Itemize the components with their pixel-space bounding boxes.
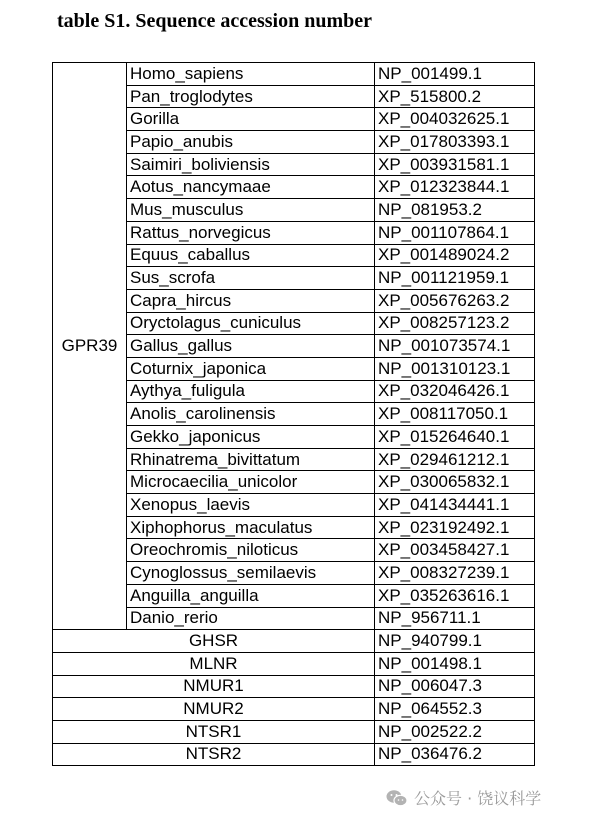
accession-cell: XP_015264640.1: [375, 426, 535, 449]
receptor-name-cell: NMUR1: [53, 675, 375, 698]
wechat-icon: [386, 789, 408, 807]
accession-cell: NP_036476.2: [375, 743, 535, 766]
accession-cell: NP_001121959.1: [375, 267, 535, 290]
accession-cell: NP_006047.3: [375, 675, 535, 698]
species-cell: Rattus_norvegicus: [127, 221, 375, 244]
table-row: [53, 698, 535, 721]
accession-cell: XP_004032625.1: [375, 108, 535, 131]
species-cell: Gallus_gallus: [127, 335, 375, 358]
accession-cell: XP_003458427.1: [375, 539, 535, 562]
accession-cell: NP_001499.1: [375, 63, 535, 86]
accession-cell: XP_017803393.1: [375, 131, 535, 154]
species-cell: Homo_sapiens: [127, 63, 375, 86]
species-cell: Oryctolagus_cuniculus: [127, 312, 375, 335]
accession-cell: XP_008327239.1: [375, 562, 535, 585]
receptor-name-cell: GHSR: [53, 630, 375, 653]
accession-cell: NP_001073574.1: [375, 335, 535, 358]
accession-cell: NP_956711.1: [375, 607, 535, 630]
watermark-text: 公众号 · 饶议科学: [414, 789, 542, 808]
species-cell: Saimiri_boliviensis: [127, 153, 375, 176]
accession-cell: NP_001498.1: [375, 652, 535, 675]
accession-cell: XP_029461212.1: [375, 448, 535, 471]
table-row: [53, 630, 535, 653]
accession-cell: XP_008257123.2: [375, 312, 535, 335]
accession-cell: XP_008117050.1: [375, 403, 535, 426]
species-cell: Xiphophorus_maculatus: [127, 516, 375, 539]
species-cell: Aythya_fuligula: [127, 380, 375, 403]
accession-cell: NP_001310123.1: [375, 357, 535, 380]
species-cell: Sus_scrofa: [127, 267, 375, 290]
receptor-name-cell: NTSR2: [53, 743, 375, 766]
species-cell: Coturnix_japonica: [127, 357, 375, 380]
accession-cell: XP_005676263.2: [375, 289, 535, 312]
accession-table: [52, 62, 535, 766]
accession-table-body: [53, 63, 535, 766]
table-row: [53, 652, 535, 675]
accession-cell: XP_035263616.1: [375, 584, 535, 607]
species-cell: Anguilla_anguilla: [127, 584, 375, 607]
species-cell: Danio_rerio: [127, 607, 375, 630]
accession-cell: XP_003931581.1: [375, 153, 535, 176]
species-cell: Mus_musculus: [127, 199, 375, 222]
species-cell: Gorilla: [127, 108, 375, 131]
accession-cell: NP_940799.1: [375, 630, 535, 653]
receptor-name-cell: NTSR1: [53, 720, 375, 743]
species-cell: Pan_troglodytes: [127, 85, 375, 108]
accession-cell: XP_030065832.1: [375, 471, 535, 494]
table-title: table S1. Sequence accession number: [57, 10, 372, 32]
species-cell: Gekko_japonicus: [127, 426, 375, 449]
table-row: [53, 675, 535, 698]
table-row: [53, 63, 535, 86]
accession-cell: XP_012323844.1: [375, 176, 535, 199]
accession-cell: XP_515800.2: [375, 85, 535, 108]
accession-cell: NP_001107864.1: [375, 221, 535, 244]
receptor-name-cell: MLNR: [53, 652, 375, 675]
species-cell: Rhinatrema_bivittatum: [127, 448, 375, 471]
receptor-name-cell: NMUR2: [53, 698, 375, 721]
group-label: GPR39: [53, 63, 127, 630]
table-row: [53, 720, 535, 743]
accession-cell: NP_002522.2: [375, 720, 535, 743]
table-row: [53, 743, 535, 766]
species-cell: Aotus_nancymaae: [127, 176, 375, 199]
accession-cell: NP_064552.3: [375, 698, 535, 721]
species-cell: Equus_caballus: [127, 244, 375, 267]
accession-cell: XP_001489024.2: [375, 244, 535, 267]
watermark: [386, 786, 541, 809]
species-cell: Oreochromis_niloticus: [127, 539, 375, 562]
species-cell: Capra_hircus: [127, 289, 375, 312]
species-cell: Anolis_carolinensis: [127, 403, 375, 426]
accession-cell: XP_023192492.1: [375, 516, 535, 539]
accession-cell: XP_032046426.1: [375, 380, 535, 403]
species-cell: Xenopus_laevis: [127, 494, 375, 517]
species-cell: Microcaecilia_unicolor: [127, 471, 375, 494]
accession-cell: NP_081953.2: [375, 199, 535, 222]
species-cell: Papio_anubis: [127, 131, 375, 154]
accession-cell: XP_041434441.1: [375, 494, 535, 517]
species-cell: Cynoglossus_semilaevis: [127, 562, 375, 585]
